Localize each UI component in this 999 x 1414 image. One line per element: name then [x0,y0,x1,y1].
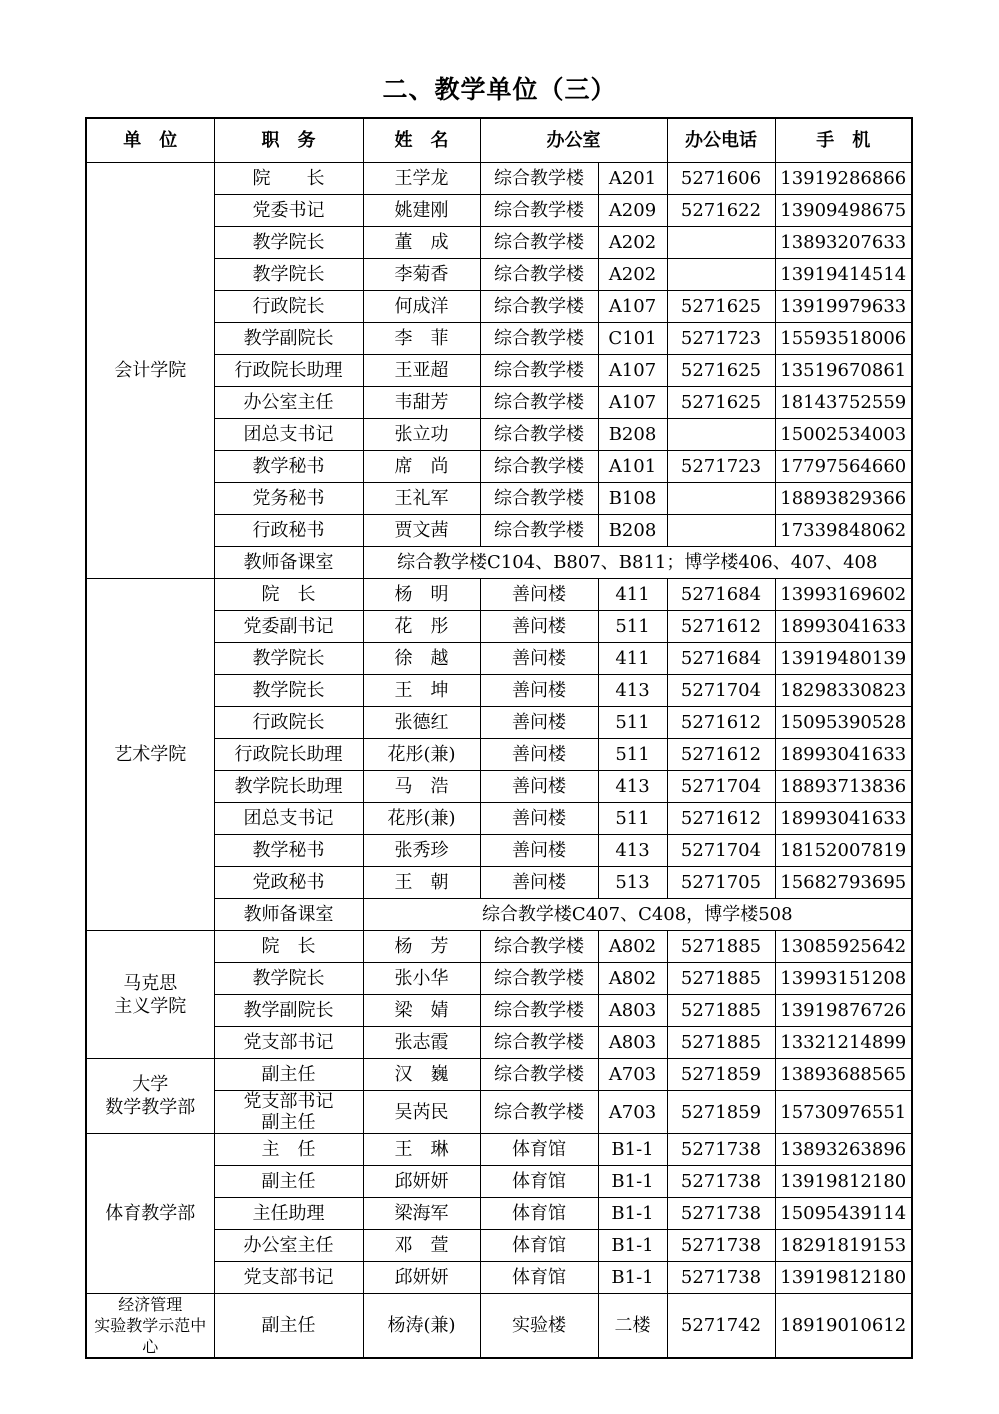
building-cell: 善问楼 [480,867,598,899]
mobile-cell: 15682793695 [775,867,912,899]
unit-cell: 马克思 主义学院 [86,931,214,1059]
position-cell: 教学副院长 [214,995,363,1027]
position-cell: 行政院长助理 [214,355,363,387]
name-cell: 王 琳 [363,1134,480,1166]
room-cell: B108 [598,483,667,515]
building-cell: 体育馆 [480,1166,598,1198]
room-cell: B1-1 [598,1262,667,1294]
mobile-cell: 13993151208 [775,963,912,995]
room-cell: 411 [598,643,667,675]
mobile-cell: 13919812180 [775,1166,912,1198]
position-cell: 党支部书记 [214,1027,363,1059]
building-cell: 体育馆 [480,1198,598,1230]
mobile-cell: 13919414514 [775,259,912,291]
position-cell: 党委书记 [214,195,363,227]
name-cell: 贾文茜 [363,515,480,547]
building-cell: 体育馆 [480,1230,598,1262]
name-cell: 李菊香 [363,259,480,291]
mobile-cell: 18298330823 [775,675,912,707]
name-cell: 汉 巍 [363,1059,480,1091]
mobile-cell: 13919876726 [775,995,912,1027]
name-cell: 韦甜芳 [363,387,480,419]
mobile-cell: 18919010612 [775,1294,912,1359]
mobile-cell: 18993041633 [775,611,912,643]
room-cell: 511 [598,739,667,771]
building-cell: 实验楼 [480,1294,598,1359]
name-cell: 花彤(兼) [363,803,480,835]
mobile-cell: 17339848062 [775,515,912,547]
room-cell: A802 [598,963,667,995]
phone-cell: 5271684 [667,579,775,611]
mobile-cell: 18143752559 [775,387,912,419]
phone-cell: 5271738 [667,1262,775,1294]
mobile-cell: 13519670861 [775,355,912,387]
room-cell: 413 [598,675,667,707]
name-cell: 王 坤 [363,675,480,707]
name-cell: 徐 越 [363,643,480,675]
room-cell: A101 [598,451,667,483]
mobile-cell: 13909498675 [775,195,912,227]
building-cell: 善问楼 [480,739,598,771]
mobile-cell: 15730976551 [775,1091,912,1134]
phone-cell: 5271606 [667,163,775,195]
phone-cell: 5271738 [667,1198,775,1230]
name-cell: 王亚超 [363,355,480,387]
header-row [86,118,912,163]
mobile-cell: 13893688565 [775,1059,912,1091]
name-cell: 李 菲 [363,323,480,355]
building-cell: 综合教学楼 [480,1091,598,1134]
position-cell: 团总支书记 [214,803,363,835]
mobile-cell: 13919480139 [775,643,912,675]
name-cell: 王礼军 [363,483,480,515]
mobile-cell: 18291819153 [775,1230,912,1262]
position-cell: 主 任 [214,1134,363,1166]
mobile-cell: 15095439114 [775,1198,912,1230]
phone-cell: 5271622 [667,195,775,227]
name-cell: 邱妍妍 [363,1166,480,1198]
phone-cell: 5271625 [667,355,775,387]
name-cell: 王 朝 [363,867,480,899]
building-cell: 综合教学楼 [480,323,598,355]
position-cell: 办公室主任 [214,1230,363,1262]
table-row [86,1059,912,1091]
mobile-cell: 17797564660 [775,451,912,483]
unit-cell: 大学 数学教学部 [86,1059,214,1134]
room-cell: A107 [598,291,667,323]
room-cell: B1-1 [598,1230,667,1262]
name-cell: 马 浩 [363,771,480,803]
room-cell: A703 [598,1091,667,1134]
room-cell: 413 [598,835,667,867]
name-cell: 姚建刚 [363,195,480,227]
mobile-cell: 13919286866 [775,163,912,195]
building-cell: 善问楼 [480,611,598,643]
building-cell: 综合教学楼 [480,387,598,419]
position-cell: 行政院长 [214,291,363,323]
phone-cell: 5271885 [667,995,775,1027]
building-cell: 综合教学楼 [480,451,598,483]
building-cell: 综合教学楼 [480,1027,598,1059]
name-cell: 张志霞 [363,1027,480,1059]
position-cell: 行政秘书 [214,515,363,547]
prep-room-value: 综合教学楼C104、B807、B811；博学楼406、407、408 [363,547,912,579]
building-cell: 综合教学楼 [480,291,598,323]
room-cell: A802 [598,931,667,963]
name-cell: 何成洋 [363,291,480,323]
header-name: 姓 名 [363,118,480,163]
room-cell: 413 [598,771,667,803]
room-cell: A202 [598,227,667,259]
name-cell: 梁海军 [363,1198,480,1230]
header-mobile: 手 机 [775,118,912,163]
name-cell: 杨 明 [363,579,480,611]
phone-cell: 5271859 [667,1059,775,1091]
phone-cell: 5271859 [667,1091,775,1134]
unit-cell: 艺术学院 [86,579,214,931]
building-cell: 综合教学楼 [480,995,598,1027]
header-unit: 单 位 [86,118,214,163]
table-row [86,163,912,195]
building-cell: 综合教学楼 [480,931,598,963]
phone-cell: 5271612 [667,707,775,739]
position-cell: 党支部书记 副主任 [214,1091,363,1134]
header-phone: 办公电话 [667,118,775,163]
building-cell: 综合教学楼 [480,163,598,195]
position-cell: 教学秘书 [214,451,363,483]
mobile-cell: 15002534003 [775,419,912,451]
position-cell: 教学副院长 [214,323,363,355]
position-cell: 党务秘书 [214,483,363,515]
phone-cell: 5271704 [667,835,775,867]
header-office: 办公室 [480,118,667,163]
name-cell: 董 成 [363,227,480,259]
table-row [86,579,912,611]
name-cell: 张小华 [363,963,480,995]
page-title: 二、教学单位（三） [382,75,617,104]
position-cell: 党政秘书 [214,867,363,899]
phone-cell: 5271612 [667,739,775,771]
phone-cell: 5271612 [667,803,775,835]
room-cell: B208 [598,419,667,451]
room-cell: B1-1 [598,1198,667,1230]
position-cell: 教学秘书 [214,835,363,867]
room-cell: A107 [598,387,667,419]
position-cell: 副主任 [214,1294,363,1359]
phone-cell [667,227,775,259]
position-cell: 党支部书记 [214,1262,363,1294]
building-cell: 综合教学楼 [480,515,598,547]
name-cell: 张秀珍 [363,835,480,867]
building-cell: 体育馆 [480,1134,598,1166]
building-cell: 综合教学楼 [480,227,598,259]
position-cell: 教学院长 [214,259,363,291]
position-cell: 行政院长 [214,707,363,739]
position-cell: 办公室主任 [214,387,363,419]
position-cell: 党委副书记 [214,611,363,643]
phone-cell: 5271885 [667,963,775,995]
building-cell: 善问楼 [480,835,598,867]
phone-cell: 5271885 [667,931,775,963]
name-cell: 邓 萱 [363,1230,480,1262]
position-cell: 行政院长助理 [214,739,363,771]
name-cell: 王学龙 [363,163,480,195]
room-cell: 511 [598,707,667,739]
name-cell: 邱妍妍 [363,1262,480,1294]
mobile-cell: 18893713836 [775,771,912,803]
phone-cell: 5271723 [667,451,775,483]
building-cell: 善问楼 [480,707,598,739]
building-cell: 综合教学楼 [480,483,598,515]
phone-cell: 5271742 [667,1294,775,1359]
name-cell: 杨涛(兼) [363,1294,480,1359]
building-cell: 体育馆 [480,1262,598,1294]
unit-cell: 体育教学部 [86,1134,214,1294]
phone-cell: 5271625 [667,387,775,419]
room-cell: A803 [598,995,667,1027]
position-cell: 教学院长 [214,643,363,675]
name-cell: 杨 芳 [363,931,480,963]
room-cell: A209 [598,195,667,227]
building-cell: 善问楼 [480,771,598,803]
room-cell: A201 [598,163,667,195]
building-cell: 综合教学楼 [480,355,598,387]
header-position: 职 务 [214,118,363,163]
position-cell: 院 长 [214,163,363,195]
room-cell: A703 [598,1059,667,1091]
position-cell: 教学院长 [214,963,363,995]
phone-cell: 5271885 [667,1027,775,1059]
table-row [86,1294,912,1359]
phone-cell [667,515,775,547]
unit-cell: 经济管理 实验教学示范中心 [86,1294,214,1359]
room-cell: 511 [598,803,667,835]
name-cell: 张立功 [363,419,480,451]
name-cell: 花 彤 [363,611,480,643]
room-cell: A107 [598,355,667,387]
name-cell: 吴芮民 [363,1091,480,1134]
prep-room-label: 教师备课室 [214,899,363,931]
directory-table [85,117,913,1359]
phone-cell: 5271705 [667,867,775,899]
mobile-cell: 13893263896 [775,1134,912,1166]
phone-cell [667,419,775,451]
room-cell: 511 [598,611,667,643]
building-cell: 善问楼 [480,579,598,611]
phone-cell: 5271738 [667,1230,775,1262]
mobile-cell: 13321214899 [775,1027,912,1059]
room-cell: A803 [598,1027,667,1059]
mobile-cell: 13893207633 [775,227,912,259]
mobile-cell: 13993169602 [775,579,912,611]
building-cell: 善问楼 [480,643,598,675]
mobile-cell: 13919812180 [775,1262,912,1294]
table-row [86,1134,912,1166]
mobile-cell: 13085925642 [775,931,912,963]
room-cell: B208 [598,515,667,547]
phone-cell [667,259,775,291]
phone-cell: 5271612 [667,611,775,643]
position-cell: 副主任 [214,1166,363,1198]
position-cell: 团总支书记 [214,419,363,451]
name-cell: 张德红 [363,707,480,739]
phone-cell: 5271625 [667,291,775,323]
prep-room-value: 综合教学楼C407、C408，博学楼508 [363,899,912,931]
building-cell: 综合教学楼 [480,259,598,291]
name-cell: 席 尚 [363,451,480,483]
room-cell: 513 [598,867,667,899]
mobile-cell: 13919979633 [775,291,912,323]
position-cell: 副主任 [214,1059,363,1091]
phone-cell [667,483,775,515]
position-cell: 教学院长助理 [214,771,363,803]
room-cell: C101 [598,323,667,355]
table-row [86,931,912,963]
name-cell: 花彤(兼) [363,739,480,771]
phone-cell: 5271738 [667,1166,775,1198]
phone-cell: 5271738 [667,1134,775,1166]
directory-body [86,163,912,1359]
mobile-cell: 18893829366 [775,483,912,515]
room-cell: B1-1 [598,1134,667,1166]
name-cell: 梁 婧 [363,995,480,1027]
position-cell: 院 长 [214,579,363,611]
prep-room-label: 教师备课室 [214,547,363,579]
position-cell: 教学院长 [214,227,363,259]
unit-cell: 会计学院 [86,163,214,579]
phone-cell: 5271704 [667,675,775,707]
building-cell: 综合教学楼 [480,195,598,227]
mobile-cell: 18152007819 [775,835,912,867]
position-cell: 主任助理 [214,1198,363,1230]
phone-cell: 5271704 [667,771,775,803]
building-cell: 综合教学楼 [480,1059,598,1091]
building-cell: 综合教学楼 [480,419,598,451]
mobile-cell: 18993041633 [775,739,912,771]
room-cell: 二楼 [598,1294,667,1359]
phone-cell: 5271684 [667,643,775,675]
mobile-cell: 18993041633 [775,803,912,835]
building-cell: 综合教学楼 [480,963,598,995]
room-cell: A202 [598,259,667,291]
position-cell: 院 长 [214,931,363,963]
room-cell: B1-1 [598,1166,667,1198]
mobile-cell: 15593518006 [775,323,912,355]
building-cell: 善问楼 [480,803,598,835]
phone-cell: 5271723 [667,323,775,355]
building-cell: 善问楼 [480,675,598,707]
room-cell: 411 [598,579,667,611]
mobile-cell: 15095390528 [775,707,912,739]
position-cell: 教学院长 [214,675,363,707]
